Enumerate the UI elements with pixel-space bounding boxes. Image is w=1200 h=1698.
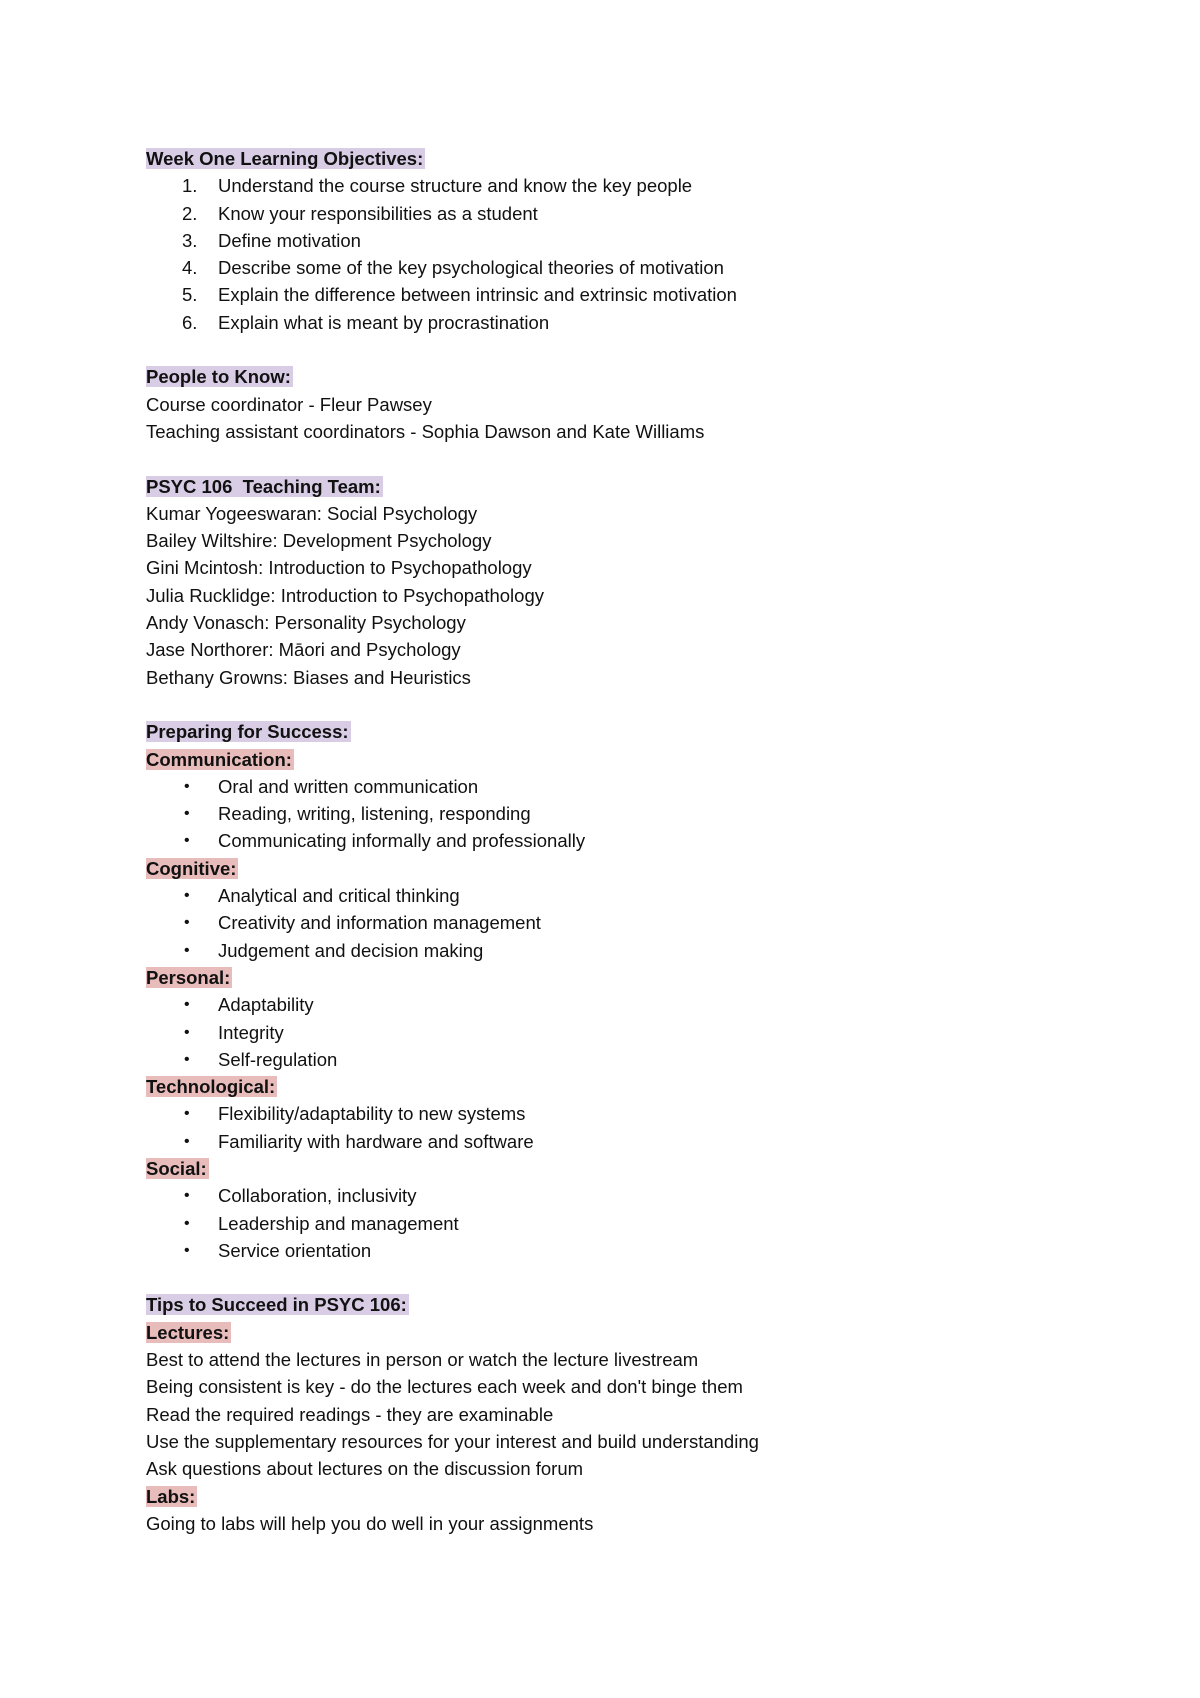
- list-item: [146, 200, 1106, 227]
- bullet-text: Reading, writing, listening, responding: [218, 803, 531, 825]
- team-member: Jase Northorer: Māori and Psychology: [146, 639, 461, 661]
- bullet-text: Leadership and management: [218, 1212, 459, 1234]
- bullet-icon: •: [184, 832, 190, 850]
- list-item-text: Describe some of the key psychological theories of motivation: [218, 257, 724, 279]
- group-label-communication: Communication:: [146, 748, 292, 770]
- lecture-tip: Read the required readings - they are examinable: [146, 1403, 554, 1425]
- bullet-icon: •: [184, 1050, 190, 1068]
- bullet-text: Communicating informally and professionally: [218, 830, 586, 852]
- list-item-text: Understand the course structure and know the key people: [218, 175, 693, 197]
- list-number: 2.: [182, 202, 198, 224]
- list-item-text: Define motivation: [218, 229, 361, 251]
- bullet-item: [146, 909, 1106, 936]
- bullet-icon: •: [184, 1132, 190, 1150]
- bullet-icon: •: [184, 941, 190, 959]
- bullet-item: [146, 991, 1106, 1018]
- bullet-text: Creativity and information management: [218, 912, 541, 934]
- bullet-item: [146, 1019, 1106, 1046]
- labs-label-line: [146, 1483, 1106, 1510]
- list-item: [146, 281, 1106, 308]
- group-label-technological: Technological:: [146, 1076, 276, 1098]
- bullet-icon: •: [184, 1105, 190, 1123]
- bullet-text: Flexibility/adaptability to new systems: [218, 1103, 526, 1125]
- bullet-icon: •: [184, 777, 190, 795]
- bullet-item: [146, 1210, 1106, 1237]
- bullet-item: [146, 882, 1106, 909]
- bullet-text: Oral and written communication: [218, 775, 479, 797]
- spacer: [146, 336, 1106, 363]
- list-item-text: Explain what is meant by procrastination: [218, 311, 550, 333]
- success-heading: Preparing for Success:: [146, 721, 349, 743]
- labs-label: Labs:: [146, 1485, 196, 1507]
- spacer: [146, 1264, 1106, 1291]
- list-item-text: Know your responsibilities as a student: [218, 202, 538, 224]
- list-number: 4.: [182, 257, 198, 279]
- spacer: [146, 691, 1106, 718]
- team-member: Gini Mcintosh: Introduction to Psychopathology: [146, 557, 532, 579]
- group-label-personal: Personal:: [146, 966, 231, 988]
- bullet-icon: •: [184, 996, 190, 1014]
- list-number: 3.: [182, 229, 198, 251]
- list-number: 1.: [182, 175, 198, 197]
- team-member: Julia Rucklidge: Introduction to Psychopathology: [146, 584, 544, 606]
- bullet-icon: •: [184, 914, 190, 932]
- bullet-icon: •: [184, 1023, 190, 1041]
- bullet-icon: •: [184, 887, 190, 905]
- group-label-cognitive: Cognitive:: [146, 857, 237, 879]
- team-member: Bethany Growns: Biases and Heuristics: [146, 666, 471, 688]
- bullet-item: [146, 1237, 1106, 1264]
- list-item: [146, 227, 1106, 254]
- list-item: [146, 254, 1106, 281]
- lectures-label-line: [146, 1319, 1106, 1346]
- document-page: [146, 145, 1106, 1537]
- team-member: Bailey Wiltshire: Development Psychology: [146, 530, 492, 552]
- bullet-icon: •: [184, 1241, 190, 1259]
- list-item: [146, 309, 1106, 336]
- bullet-item: [146, 773, 1106, 800]
- objectives-heading-line: [146, 145, 1106, 172]
- list-number: 5.: [182, 284, 198, 306]
- bullet-item: [146, 1046, 1106, 1073]
- bullet-icon: •: [184, 1214, 190, 1232]
- objectives-heading: Week One Learning Objectives:: [146, 148, 424, 169]
- lecture-tip: Use the supplementary resources for your interest and build understanding: [146, 1430, 759, 1452]
- people-heading-line: [146, 363, 1106, 390]
- bullet-item: [146, 937, 1106, 964]
- team-member: Kumar Yogeeswaran: Social Psychology: [146, 502, 478, 524]
- group-label-line: [146, 855, 1106, 882]
- bullet-item: [146, 1182, 1106, 1209]
- team-heading-line: [146, 473, 1106, 500]
- bullet-text: Familiarity with hardware and software: [218, 1130, 534, 1152]
- tips-heading-line: [146, 1291, 1106, 1318]
- people-line: Teaching assistant coordinators - Sophia Dawson and Kate Williams: [146, 420, 705, 442]
- group-label-line: [146, 964, 1106, 991]
- bullet-item: [146, 1100, 1106, 1127]
- bullet-text: Collaboration, inclusivity: [218, 1185, 417, 1207]
- list-number: 6.: [182, 311, 198, 333]
- list-item: [146, 172, 1106, 199]
- team-heading: PSYC 106 Teaching Team:: [146, 475, 381, 497]
- lecture-tip: Being consistent is key - do the lectures each week and don't binge them: [146, 1376, 743, 1398]
- bullet-item: [146, 800, 1106, 827]
- bullet-text: Self-regulation: [218, 1048, 338, 1070]
- bullet-text: Adaptability: [218, 994, 314, 1016]
- lecture-tip: Ask questions about lectures on the discussion forum: [146, 1458, 584, 1480]
- list-item-text: Explain the difference between intrinsic and extrinsic motivation: [218, 284, 737, 306]
- spacer: [146, 445, 1106, 472]
- people-heading: People to Know:: [146, 366, 291, 388]
- bullet-text: Integrity: [218, 1021, 284, 1043]
- bullet-text: Service orientation: [218, 1239, 372, 1261]
- bullet-item: [146, 1128, 1106, 1155]
- bullet-icon: •: [184, 1187, 190, 1205]
- group-label-social: Social:: [146, 1157, 207, 1179]
- tips-heading: Tips to Succeed in PSYC 106:: [146, 1294, 407, 1316]
- lecture-tip: Best to attend the lectures in person or watch the lecture livestream: [146, 1349, 699, 1371]
- bullet-text: Analytical and critical thinking: [218, 885, 460, 907]
- success-heading-line: [146, 718, 1106, 745]
- people-line: Course coordinator - Fleur Pawsey: [146, 393, 432, 415]
- group-label-line: [146, 1155, 1106, 1182]
- lectures-label: Lectures:: [146, 1321, 230, 1343]
- group-label-line: [146, 1073, 1106, 1100]
- group-label-line: [146, 746, 1106, 773]
- bullet-text: Judgement and decision making: [218, 939, 484, 961]
- labs-tip: Going to labs will help you do well in your assignments: [146, 1512, 594, 1534]
- team-member: Andy Vonasch: Personality Psychology: [146, 612, 466, 634]
- bullet-icon: •: [184, 805, 190, 823]
- bullet-item: [146, 827, 1106, 854]
